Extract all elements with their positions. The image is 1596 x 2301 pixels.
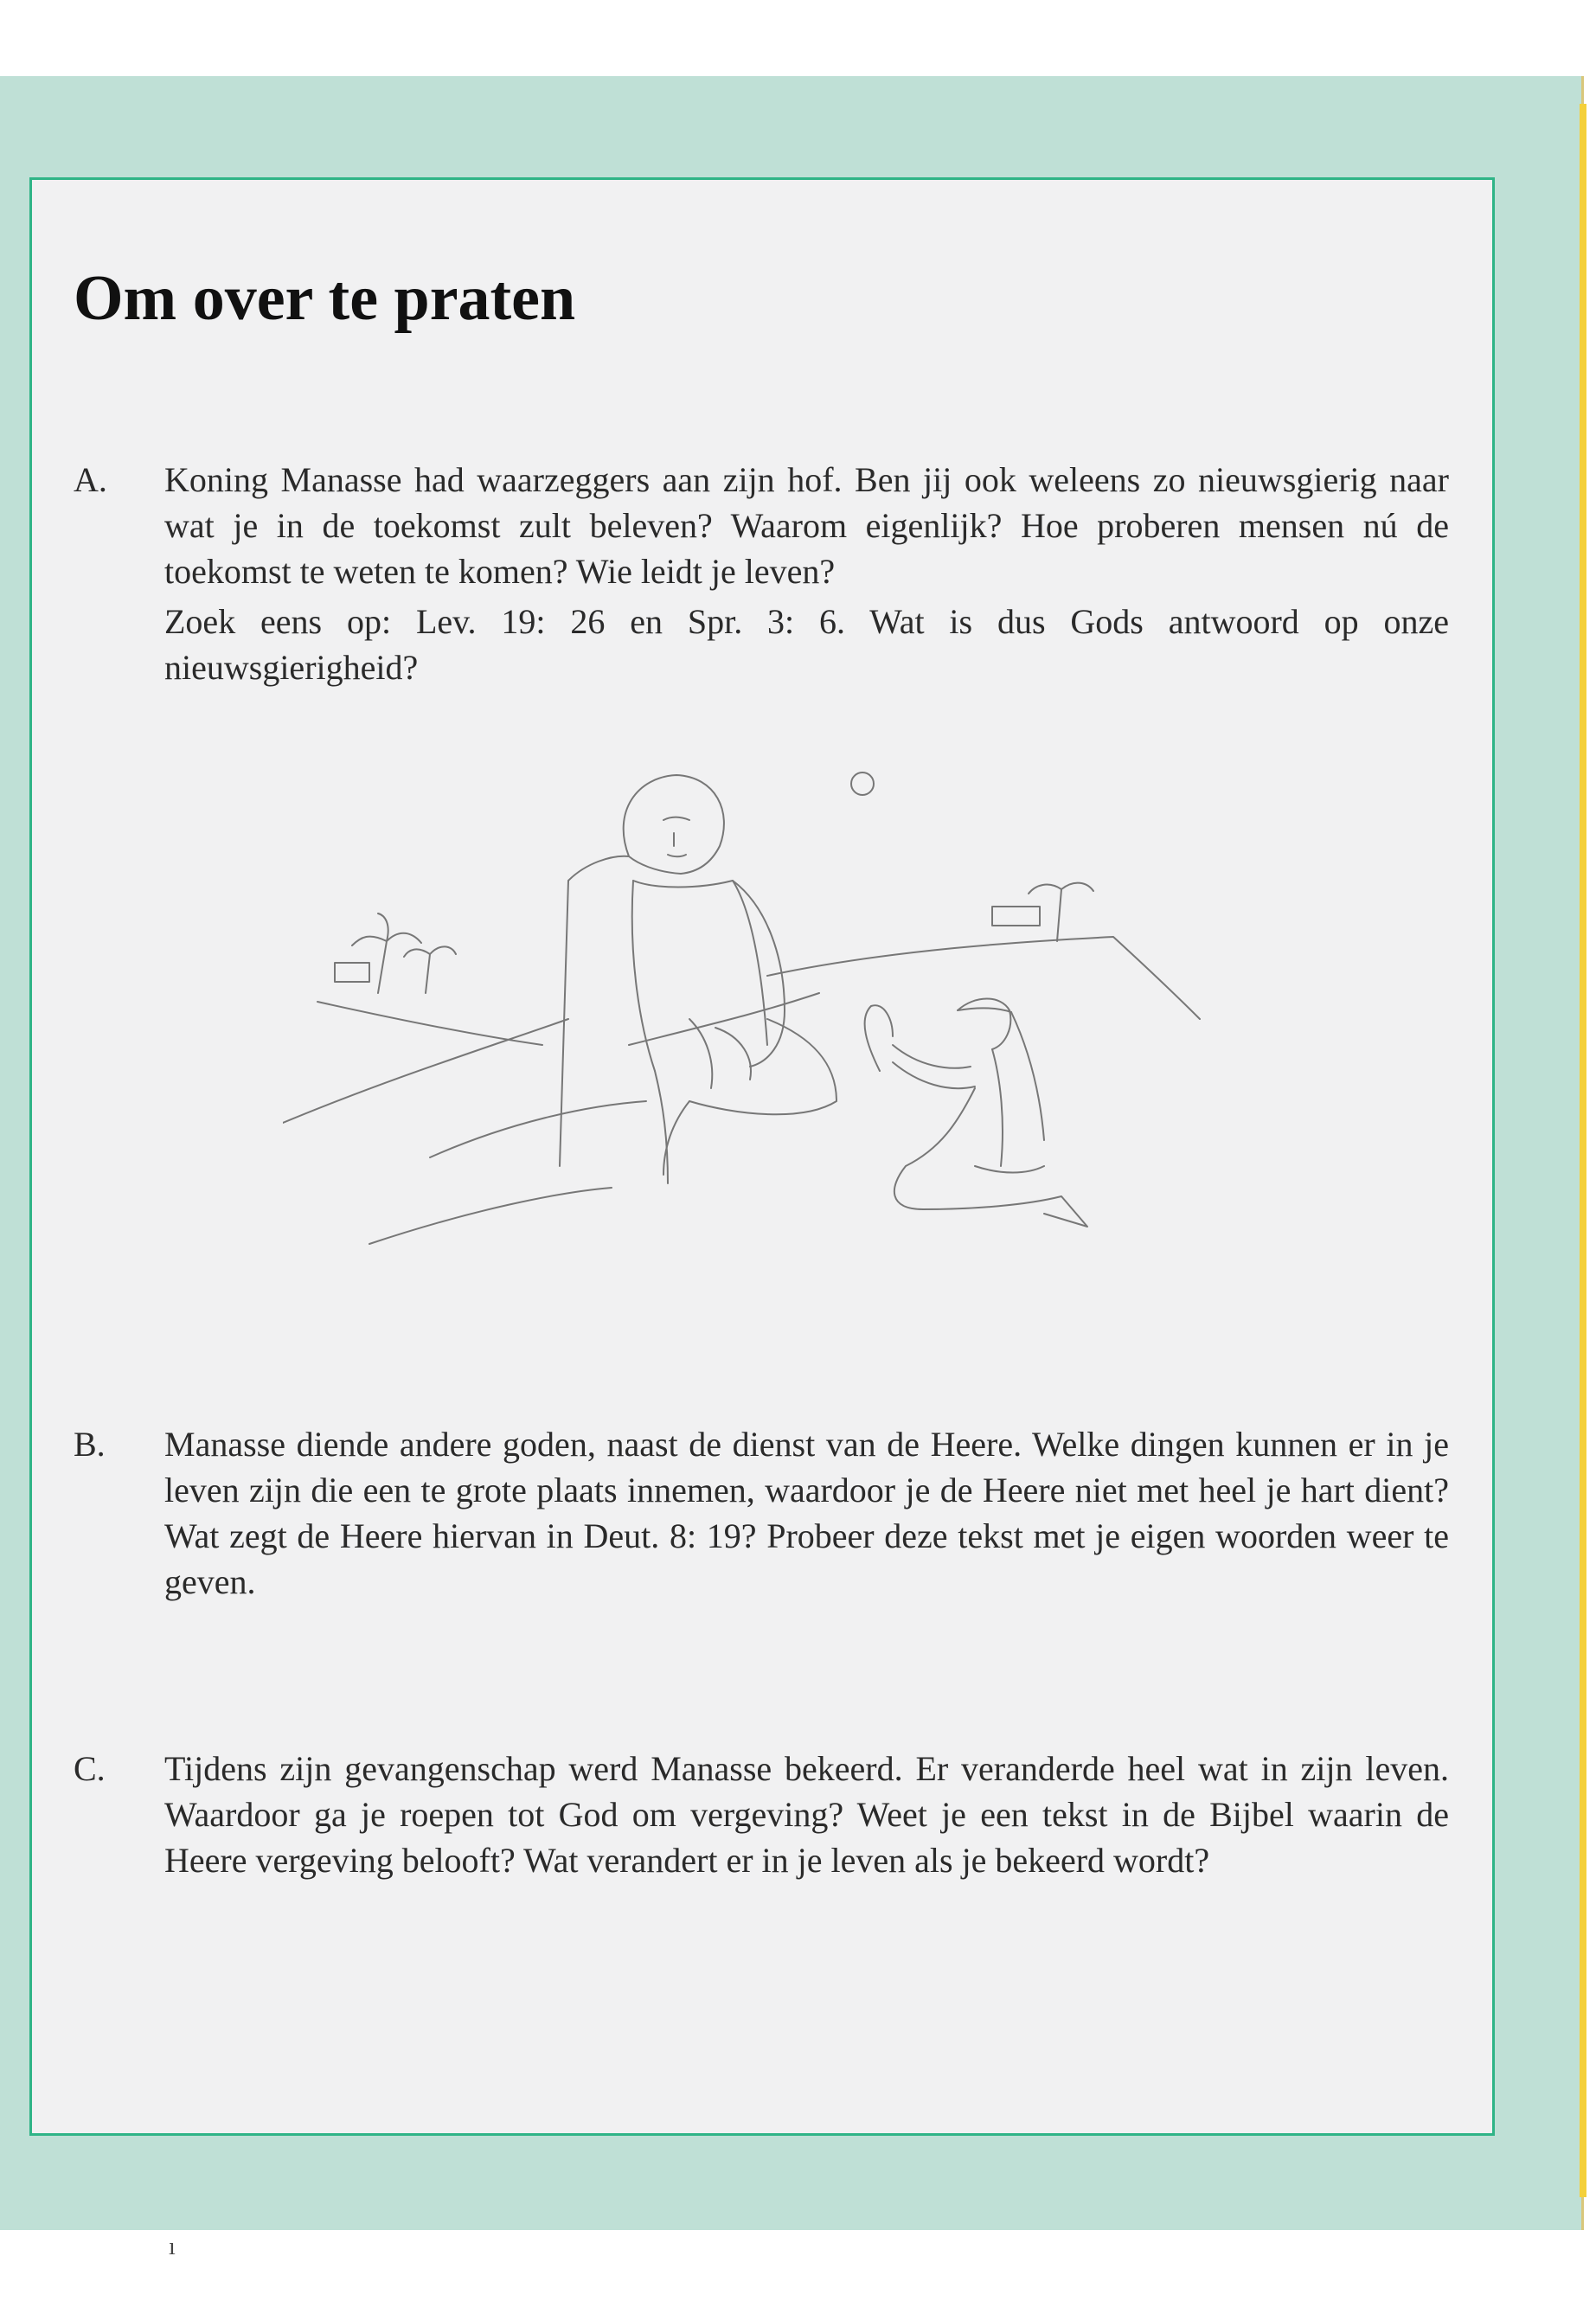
- question-c: [74, 1746, 1449, 1883]
- page-edge: [1580, 104, 1586, 2197]
- question-b: [74, 1421, 1449, 1605]
- page-title: Om over te praten: [74, 263, 576, 334]
- question-a: [74, 457, 1449, 690]
- manasse-illustration: [283, 760, 1234, 1382]
- question-letter: A.: [74, 460, 107, 499]
- question-paragraph: Zoek eens op: Lev. 19: 26 en Spr. 3: 6. Wat is dus Gods antwoord op onze nieuwsgierigheid?: [164, 602, 1449, 687]
- question-letter: B.: [74, 1425, 106, 1464]
- content-panel: [29, 177, 1495, 2136]
- question-text: [164, 1746, 1449, 1883]
- hill-front: [283, 1019, 568, 1123]
- question-paragraph: Koning Manasse had waarzeggers aan zijn hof. Ben jij ook weleens zo nieuwsgierig naar wat je in de toekomst zult beleven? Waarom eigenlijk? Hoe proberen mensen nú de toekomst te weten te komen? Wie leidt je leven?: [164, 460, 1449, 591]
- hill-left: [317, 1002, 542, 1045]
- question-text: [164, 457, 1449, 690]
- moon-icon: [851, 772, 874, 795]
- question-letter: C.: [74, 1749, 106, 1788]
- footer-mark: ı: [169, 2234, 176, 2260]
- statue-head: [624, 775, 724, 874]
- question-text: [164, 1421, 1449, 1605]
- man-head: [958, 999, 1010, 1050]
- question-paragraph: Manasse diende andere goden, naast de dienst van de Heere. Welke dingen kunnen er in je leven zijn die een te grote plaats innemen, waardoor je de Heere niet met heel je hart dient? Wat zegt de Heere hiervan in Deut. 8: 19? Probeer deze tekst met je eigen woorden weer te geven.: [164, 1425, 1449, 1601]
- palm-right: [1029, 883, 1093, 941]
- statue-pillar: [560, 856, 629, 1166]
- praying-hands: [865, 1005, 893, 1071]
- question-paragraph: Tijdens zijn gevangenschap werd Manasse bekeerd. Er veranderde heel wat in zijn leven. Waardoor ga je roepen tot God om vergeving? Weet je een tekst in de Bijbel waarin de Heere vergeving belooft? Wat verandert er in je leven als je bekeerd wordt?: [164, 1749, 1449, 1880]
- hill-right: [767, 937, 1200, 1019]
